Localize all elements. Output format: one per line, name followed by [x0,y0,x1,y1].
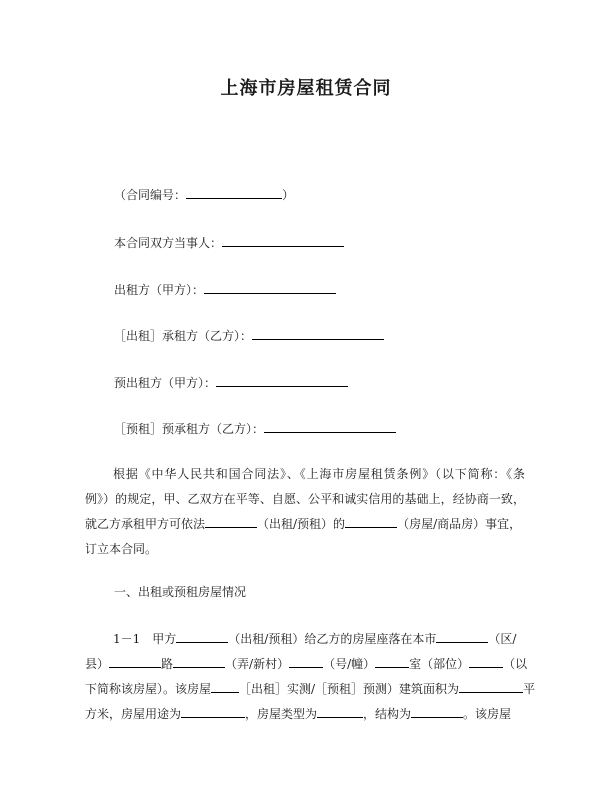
document-title: 上海市房屋租赁合同 [220,78,392,99]
part-field[interactable] [469,656,503,668]
contract-number-label: （合同编号： [114,188,187,202]
lessor-lease-type-field[interactable] [176,631,228,643]
intro-line-3: 就乙方承租甲方可依法 （出租/预租）的 （房屋/商品房）事宜， [85,517,522,531]
lessee-field[interactable] [252,327,384,340]
area-field[interactable] [459,681,523,693]
lessor-line [114,281,336,298]
pre-lessor-field[interactable] [216,374,348,387]
lessee-line [114,327,384,344]
district-field[interactable] [436,631,488,643]
property-type-field[interactable] [345,516,397,528]
pre-lessee-field[interactable] [264,420,396,433]
clause-1-1-line-3: 下简称该房屋）。该房屋 ［出租］实测/［预租］预测）建筑面积为 平 [85,682,536,696]
lessor-field[interactable] [204,281,336,294]
parties-label: 本合同双方当事人： [114,236,223,250]
clause-1-1-line-2: 县） 路 （弄/新村） （号/幢） 室（部位） （以 [85,657,528,671]
contract-number-close: ） [282,188,295,202]
contract-number-line [114,186,294,203]
intro-line-1: 根据《中华人民共和国合同法》、《上海市房屋租赁条例》（以下简称：《条 [113,467,525,481]
road-field[interactable] [109,656,161,668]
intro-line-2: 例》）的规定，甲、乙双方在平等、自愿、公平和诚实信用的基础上，经协商一致， [85,492,525,506]
intro-line-4: 订立本合同。 [85,542,158,556]
clause-1-1 [85,630,536,730]
measure-type-field[interactable] [211,681,239,693]
lease-type-field[interactable] [205,516,257,528]
usage-field[interactable] [181,706,245,718]
clause-1-1-line-4: 方米，房屋用途为 ，房屋类型为 ，结构为 。该房屋 [85,707,512,721]
lessor-label: 出租方（甲方）： [114,283,205,297]
lessee-label: ［出租］承租方（乙方）： [114,329,253,343]
pre-lessee-line [114,420,396,437]
number-field[interactable] [289,656,323,668]
pre-lessor-label: 预出租方（甲方）： [114,376,217,390]
lane-field[interactable] [173,656,225,668]
intro-paragraph [85,465,525,565]
structure-field[interactable] [411,706,463,718]
pre-lessor-line [114,374,348,391]
clause-1-1-line-1: 1－1 甲方 （出租/预租）给乙方的房屋座落在本市 （区/ [113,632,517,646]
house-type-field[interactable] [317,706,363,718]
room-field[interactable] [375,656,409,668]
section-1-heading: 一、出租或预租房屋情况 [114,585,247,599]
parties-line [114,234,344,251]
pre-lessee-label: ［预租］预承租方（乙方）： [114,422,265,436]
parties-field[interactable] [222,234,344,247]
contract-number-field[interactable] [186,186,282,199]
